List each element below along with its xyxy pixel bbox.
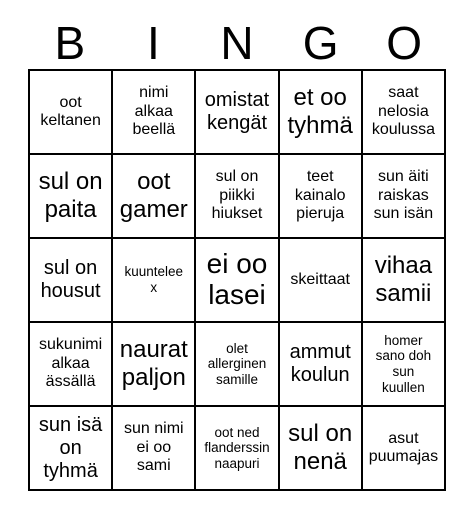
cell-text: olet allerginen samille bbox=[207, 340, 267, 387]
bingo-grid bbox=[28, 69, 446, 491]
cell-text: sul on nenä bbox=[288, 420, 353, 475]
bingo-cell[interactable] bbox=[362, 154, 445, 238]
cell-text: oot gamer bbox=[119, 168, 188, 223]
cell-text: omistat kengät bbox=[204, 89, 270, 134]
bingo-cell[interactable] bbox=[279, 406, 362, 490]
cell-text: et oo tyhmä bbox=[287, 84, 353, 139]
cell-text: vihaa samii bbox=[374, 252, 433, 307]
bingo-cell[interactable] bbox=[112, 70, 195, 154]
bingo-cell[interactable] bbox=[195, 154, 278, 238]
bingo-cell[interactable] bbox=[279, 70, 362, 154]
cell-text: oot ned flanderssin naapuri bbox=[204, 424, 270, 471]
cell-text: sun nimi ei oo sami bbox=[124, 420, 184, 475]
cell-text: sun isä on tyhmä bbox=[38, 413, 103, 482]
cell-text: oot keltanen bbox=[40, 93, 101, 129]
cell-text: kuuntelee x bbox=[124, 264, 184, 295]
bingo-cell[interactable] bbox=[362, 238, 445, 322]
bingo-cell[interactable] bbox=[29, 238, 112, 322]
cell-text: nimi alkaa beellä bbox=[132, 84, 176, 139]
cell-text: skeittaat bbox=[290, 270, 350, 288]
bingo-cell[interactable] bbox=[279, 238, 362, 322]
bingo-cell[interactable] bbox=[112, 406, 195, 490]
cell-text: sul on housut bbox=[40, 257, 101, 302]
cell-text: saat nelosia koulussa bbox=[371, 84, 435, 139]
cell-text: sukunimi alkaa ässällä bbox=[39, 336, 103, 391]
header-letter-b: B bbox=[54, 17, 86, 69]
cell-text: sul on paita bbox=[38, 168, 103, 223]
cell-text: ei oo lasei bbox=[206, 248, 268, 310]
bingo-cell[interactable] bbox=[195, 238, 278, 322]
bingo-cell[interactable] bbox=[195, 406, 278, 490]
bingo-cell[interactable] bbox=[362, 322, 445, 406]
bingo-cell[interactable] bbox=[279, 154, 362, 238]
bingo-cell[interactable] bbox=[112, 238, 195, 322]
cell-text: sun äiti raiskas sun isän bbox=[373, 168, 434, 223]
bingo-cell[interactable] bbox=[362, 70, 445, 154]
bingo-cell[interactable] bbox=[29, 70, 112, 154]
cell-text: teet kainalo pieruja bbox=[294, 168, 346, 223]
cell-text: homer sano doh sun kuullen bbox=[375, 332, 432, 395]
bingo-cell[interactable] bbox=[112, 322, 195, 406]
cell-text: ammut koulun bbox=[289, 341, 351, 386]
cell-text: sul on piikki hiukset bbox=[211, 168, 263, 223]
cell-text: asut puumajas bbox=[368, 429, 439, 465]
bingo-cell[interactable] bbox=[29, 154, 112, 238]
header-letter-n: N bbox=[220, 17, 254, 69]
header-letter-g: G bbox=[302, 17, 339, 69]
bingo-cell[interactable] bbox=[29, 406, 112, 490]
bingo-cell[interactable] bbox=[29, 322, 112, 406]
header-letter-i: I bbox=[147, 17, 160, 69]
bingo-cell[interactable] bbox=[195, 322, 278, 406]
bingo-cell[interactable] bbox=[362, 406, 445, 490]
cell-text: naurat paljon bbox=[119, 336, 188, 391]
bingo-header bbox=[28, 14, 446, 72]
bingo-cell[interactable] bbox=[279, 322, 362, 406]
bingo-cell[interactable] bbox=[195, 70, 278, 154]
header-letter-o: O bbox=[386, 17, 423, 69]
bingo-cell[interactable] bbox=[112, 154, 195, 238]
